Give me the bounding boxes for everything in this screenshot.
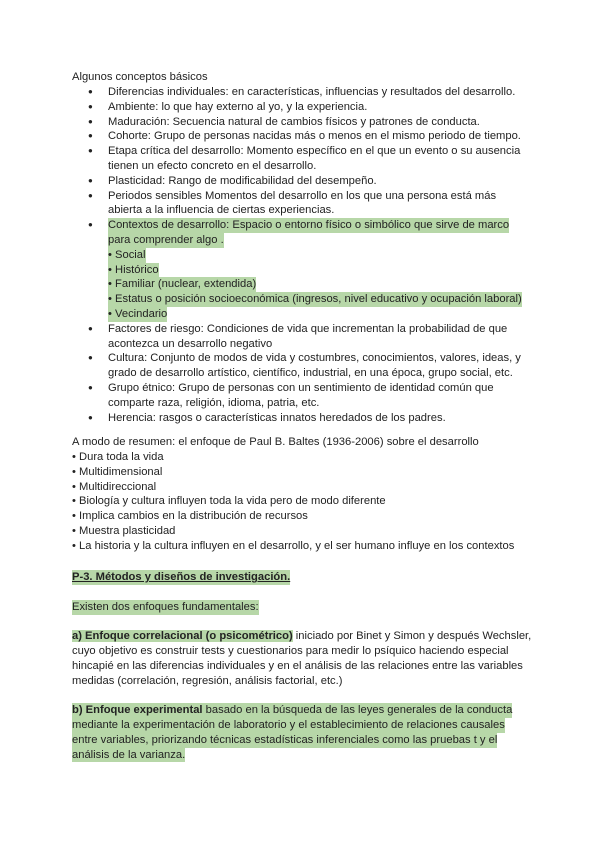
approach-a-label: a) Enfoque correlacional (o psicométrico) — [72, 630, 293, 642]
list-item-line: Grupo étnico: Grupo de personas con un sentimiento de identidad común que — [108, 382, 494, 394]
bullet-dot: ● — [88, 175, 93, 185]
bullet-dot: ● — [88, 146, 93, 156]
context-item: • Estatus o posición socioeconómica (ingresos, nivel educativo y ocupación laboral) — [108, 293, 522, 306]
list-item-line: grado de desarrollo artístico, científico, industrial, en una época, grupo social, etc. — [108, 367, 513, 380]
bullet-dot: ● — [88, 116, 93, 126]
summary-item: • Multidireccional — [72, 480, 157, 493]
context-item: • Social — [108, 248, 146, 261]
approach-b-line: entre variables, priorizando técnicas estadísticas inferenciales como las pruebas t y el — [72, 733, 498, 746]
approach-a-line: medidas (correlación, regresión, análisis factorial, etc.) — [72, 674, 343, 687]
context-item: • Histórico — [108, 263, 159, 276]
list-item-line: Factores de riesgo: Condiciones de vida que incrementan la probabilidad de que — [108, 322, 508, 335]
approach-a-line: hincapié en las diferencias individuales y en el análisis de las relaciones entre las variables — [72, 659, 523, 672]
approach-a-line: cuyo objetivo es construir tests y cuestionarios para medir lo psíquico haciendo especial — [72, 645, 509, 657]
list-item-line: Periodos sensibles Momentos del desarrollo en los que una persona está más — [108, 189, 497, 202]
summary-intro: A modo de resumen: el enfoque de Paul B. Baltes (1936-2006) sobre el desarrollo — [72, 436, 479, 448]
bullet-dot: ● — [88, 101, 93, 111]
context-item: • Vecindario — [108, 308, 168, 320]
list-item-line: tienen un efecto concreto en el desarrollo. — [108, 160, 317, 172]
bullet-dot: ● — [88, 383, 93, 392]
summary-item: • Dura toda la vida — [72, 451, 164, 463]
list-item-line: Contextos de desarrollo: Espacio o entorno físico o simbólico que sirve de marco — [108, 219, 510, 232]
summary-item: • Multidimensional — [72, 465, 163, 478]
summary-item: • La historia y la cultura influyen en el desarrollo, y el ser humano influye en los contextos — [72, 539, 515, 552]
summary-item: • Biología y cultura influyen toda la vida pero de modo diferente — [72, 495, 386, 508]
section-heading: P-3. Métodos y diseños de investigación. — [72, 571, 291, 583]
list-item-line: Etapa crítica del desarrollo: Momento específico en el que un evento o su ausencia — [108, 145, 521, 158]
list-item-line: acontezca un desarrollo negativo — [108, 337, 273, 350]
list-item-line: comparte raza, religión, idioma, patria, etc. — [108, 396, 320, 409]
summary-item: • Muestra plasticidad — [72, 525, 176, 537]
bullet-dot: ● — [88, 87, 93, 96]
summary-item: • Implica cambios en la distribución de recursos — [72, 510, 308, 523]
bullet-dot: ● — [88, 220, 93, 230]
list-item-line: Herencia: rasgos o características innatos heredados de los padres. — [108, 411, 446, 424]
approach-b-first-line: b) Enfoque experimental basado en la búsqueda de las leyes generales de la conducta — [72, 704, 513, 716]
list-item-line: Diferencias individuales: en características, influencias y resultados del desarrollo. — [108, 86, 516, 98]
approach-a-first-line: a) Enfoque correlacional (o psicométrico) iniciado por Binet y Simon y después Wechsler, — [72, 630, 532, 642]
list-item-line: Cultura: Conjunto de modos de vida y costumbres, conocimientos, valores, ideas, y — [108, 352, 521, 365]
context-item: • Familiar (nuclear, extendida) — [108, 278, 257, 291]
bullet-dot: ● — [88, 190, 93, 200]
bullet-dot: ● — [88, 131, 93, 141]
list-item-line: abierta a la influencia de ciertas experiencias. — [108, 204, 335, 217]
bullet-dot: ● — [88, 412, 93, 422]
approaches-intro: Existen dos enfoques fundamentales: — [72, 601, 259, 613]
list-item-line: Maduración: Secuencia natural de cambios físicos y patrones de conducta. — [108, 115, 480, 128]
approach-b-line: análisis de la varianza. — [72, 748, 186, 761]
list-item-line: Ambiente: lo que hay externo al yo, y la experiencia. — [108, 100, 368, 113]
list-item-line: Cohorte: Grupo de personas nacidas más o menos en el mismo periodo de tiempo. — [108, 130, 521, 143]
list-item-line: para comprender algo . — [108, 234, 224, 246]
bullet-dot: ● — [88, 323, 93, 333]
bullet-dot: ● — [88, 353, 93, 363]
section-title: Algunos conceptos básicos — [72, 71, 208, 83]
approach-b-line: mediante la experimentación de laboratorio y el establecimiento de relaciones causales — [72, 719, 505, 731]
list-item-line: Plasticidad: Rango de modificabilidad del desempeño. — [108, 174, 377, 187]
